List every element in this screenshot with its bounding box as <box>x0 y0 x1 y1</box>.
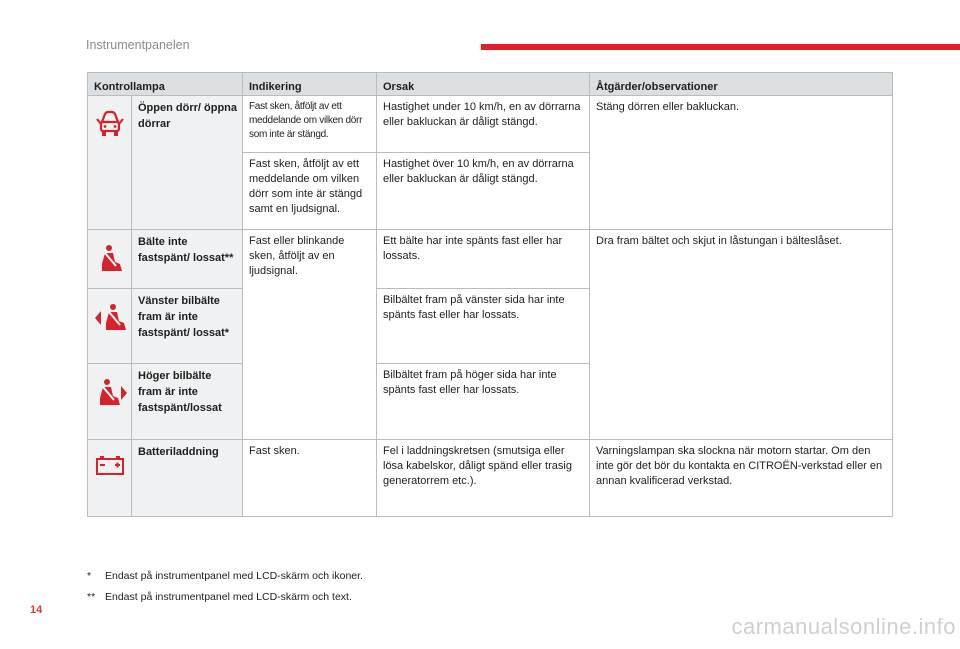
page-header-title: Instrumentpanelen <box>86 38 190 52</box>
action-belt: Dra fram bältet och skjut in låstungan i bälteslåset. <box>590 230 893 440</box>
seatbelt-icon <box>96 244 124 274</box>
seatbelt-left-icon <box>94 303 128 333</box>
cause-door-slow: Hastighet under 10 km/h, en av dörrarna eller bakluckan är dåligt stängd. <box>377 96 590 153</box>
action-battery: Varningslampan ska slockna när motorn startar. Om den inte gör det bör du kontakta en CITROËN-verkstad eller en annan kvalificerad verkstad. <box>590 440 893 517</box>
page-number: 14 <box>30 604 43 616</box>
indication-door-slow: Fast sken, åtföljt av ett meddelande om vilken dörr som inte är stängd. <box>243 96 377 153</box>
watermark: carmanualsonline.info <box>731 614 956 639</box>
cause-right-belt: Bilbältet fram på höger sida har inte spänts fast eller har lossats. <box>377 364 590 440</box>
action-door: Stäng dörren eller bakluckan. <box>590 96 893 230</box>
cause-belt: Ett bälte har inte spänts fast eller har lossats. <box>377 230 590 289</box>
warning-lamp-table <box>87 72 893 517</box>
table-row <box>88 230 893 289</box>
indication-belt: Fast eller blinkande sken, åtföljt av en ljudsignal. <box>243 230 377 440</box>
lamp-name-left-belt: Vänster bilbälte fram är inte fastspänt/ lossat* <box>132 289 243 364</box>
cause-left-belt: Bilbältet fram på vänster sida har inte spänts fast eller har lossats. <box>377 289 590 364</box>
lamp-name-door: Öppen dörr/ öppna dörrar <box>132 96 243 230</box>
belt-icon-cell <box>88 230 132 289</box>
footnote-text: Endast på instrumentpanel med LCD-skärm och ikoner. <box>105 570 363 582</box>
header-accent-bar <box>481 44 960 50</box>
table-header-row <box>88 73 893 96</box>
door-icon-cell <box>88 96 132 230</box>
indication-door-fast: Fast sken, åtföljt av ett meddelande om vilken dörr som inte är stängd samt en ljudsignal. <box>243 153 377 230</box>
indication-battery: Fast sken. <box>243 440 377 517</box>
lamp-name-belt: Bälte inte fastspänt/ lossat** <box>132 230 243 289</box>
footnote-single-star <box>87 570 363 582</box>
car-open-door-icon <box>96 110 124 140</box>
seatbelt-right-icon <box>94 378 128 408</box>
footnote-mark: * <box>87 570 92 582</box>
cause-door-fast: Hastighet över 10 km/h, en av dörrarna eller bakluckan är dåligt stängd. <box>377 153 590 230</box>
lamp-name-right-belt: Höger bilbälte fram är inte fastspänt/lossat <box>132 364 243 440</box>
battery-icon <box>95 454 125 476</box>
left-belt-icon-cell <box>88 289 132 364</box>
battery-icon-cell <box>88 440 132 517</box>
cause-battery: Fel i laddningskretsen (smutsiga eller lösa kabelskor, dåligt spänd eller trasig generatorrem etc.). <box>377 440 590 517</box>
table-row <box>88 440 893 517</box>
column-header-cause: Orsak <box>377 73 590 96</box>
lamp-name-battery: Batteriladdning <box>132 440 243 517</box>
column-header-indication: Indikering <box>243 73 377 96</box>
table-row <box>88 96 893 153</box>
footnote-double-star <box>87 591 352 603</box>
column-header-lamp: Kontrollampa <box>88 73 243 96</box>
column-header-actions: Åtgärder/observationer <box>590 73 893 96</box>
right-belt-icon-cell <box>88 364 132 440</box>
footnote-text: Endast på instrumentpanel med LCD-skärm och text. <box>105 591 352 603</box>
footnote-mark: ** <box>87 591 96 603</box>
